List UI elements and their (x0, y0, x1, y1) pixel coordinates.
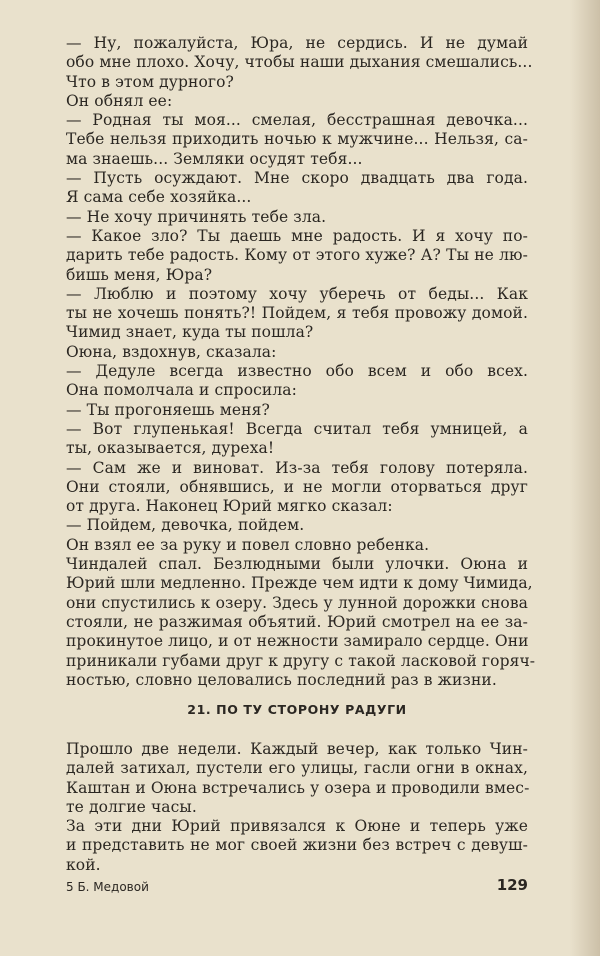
text-line: ты, оказывается, дуреха! (66, 439, 275, 458)
text-line: — Ты прогоняешь меня? (66, 400, 270, 419)
text-line: Они стояли, обнявшись, и не могли оторваться друг (66, 477, 528, 496)
text-line: приникали губами друг к другу с такой ласковой горяч- (66, 651, 536, 670)
text-line: — Пойдем, девочка, пойдем. (66, 516, 305, 535)
text-line: они спустились к озеру. Здесь у лунной дорожки снова (66, 593, 528, 612)
text-line: Чимид знает, куда ты пошла? (66, 323, 314, 342)
text-line: ты не хочешь понять?! Пойдем, я тебя провожу домой. (66, 304, 528, 323)
text-line: За эти дни Юрий привязался к Оюне и теперь уже (66, 817, 528, 836)
text-line: — Не хочу причинять тебе зла. (66, 207, 327, 226)
text-line: — Сам же и виноват. Из-за тебя голову потеряла. (66, 458, 528, 477)
text-line: стояли, не разжимая объятий. Юрий смотрел на ее за- (66, 612, 528, 631)
text-line: Тебе нельзя приходить ночью к мужчине... Нельзя, са- (66, 130, 528, 149)
text-line: Она помолчала и спросила: (66, 381, 297, 400)
text-line: прокинутое лицо, и от нежности замирало сердце. Они (66, 632, 529, 651)
text-line: Оюна, вздохнув, сказала: (66, 342, 277, 361)
chapter-heading: 21. ПО ТУ СТОРОНУ РАДУГИ (187, 702, 407, 717)
text-line: — Дедуле всегда известно обо всем и обо всех. (66, 362, 528, 381)
text-line: — Ну, пожалуйста, Юра, не сердись. И не думай (66, 34, 528, 52)
body-text-top (66, 34, 536, 690)
text-line: ностью, словно целовались последний раз в жизни. (66, 670, 497, 689)
text-line: и представить не мог своей жизни без встреч с девуш- (66, 836, 528, 855)
text-line: Чиндалей спал. Безлюдными были улочки. Оюна и (66, 555, 528, 574)
text-line: далей затихал, пустели его улицы, гасли огни в окнах, (66, 759, 528, 778)
text-line: Он обнял ее: (66, 91, 173, 110)
spine-shadow (570, 0, 600, 956)
text-line: Я сама себе хозяйка... (66, 188, 252, 207)
text-line: — Люблю и поэтому хочу уберечь от беды... Как (66, 284, 528, 303)
text-line: Юрий шли медленно. Прежде чем идти к дому Чимида, (66, 574, 533, 593)
page-number: 129 (496, 876, 528, 894)
text-line: кой. (66, 855, 101, 874)
text-line: Прошло две недели. Каждый вечер, как только Чин- (66, 740, 528, 758)
printer-signature: 5 Б. Медовой (66, 880, 149, 894)
text-line: дарить тебе радость. Кому от этого хуже? А? Ты не лю- (66, 246, 528, 265)
text-line: Каштан и Оюна встречались у озера и проводили вмес- (66, 778, 530, 797)
text-line: те долгие часы. (66, 797, 197, 816)
text-line: Что в этом дурного? (66, 72, 234, 91)
text-line: — Пусть осуждают. Мне скоро двадцать два года. (66, 169, 528, 188)
text-line: Он взял ее за руку и повел словно ребенка. (66, 535, 430, 554)
text-line: ма знаешь... Земляки осудят тебя... (66, 149, 363, 168)
text-line: бишь меня, Юра? (66, 265, 213, 284)
text-line: от друга. Наконец Юрий мягко сказал: (66, 497, 393, 516)
body-text-bottom (66, 740, 528, 875)
text-line: — Вот глупенькая! Всегда считал тебя умницей, а (66, 419, 528, 438)
text-line: — Какое зло? Ты даешь мне радость. И я хочу по- (66, 226, 528, 245)
text-line: — Родная ты моя... смелая, бесстрашная девочка... (66, 111, 528, 130)
text-line: обо мне плохо. Хочу, чтобы наши дыхания смешались... (66, 53, 533, 72)
